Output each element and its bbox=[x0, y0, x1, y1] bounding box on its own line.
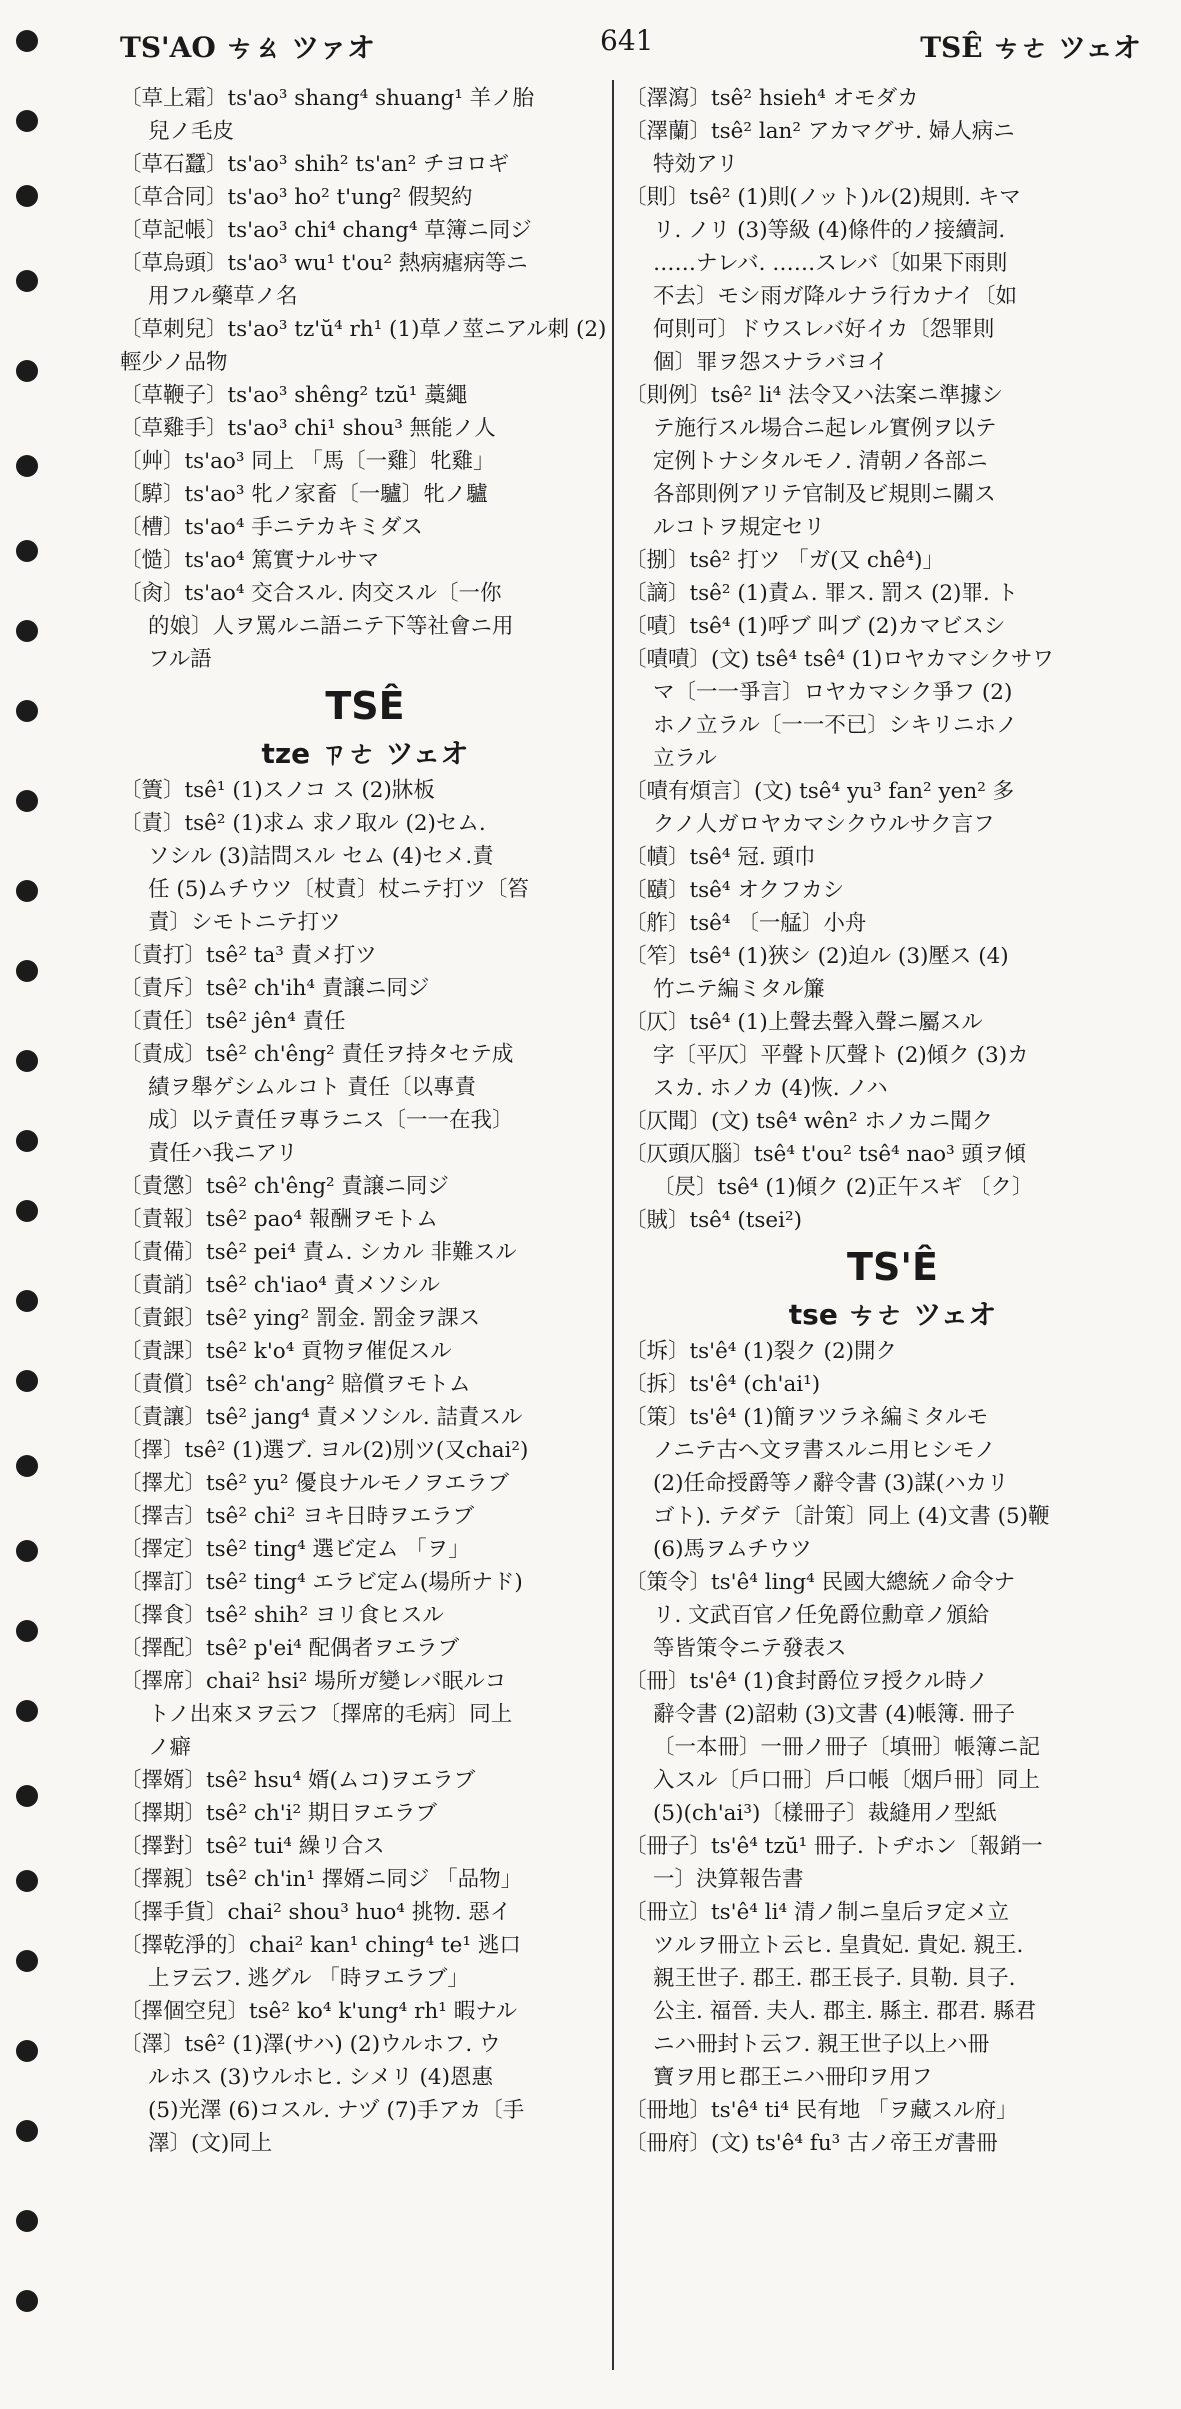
entry-continuation: フル語 bbox=[148, 647, 212, 672]
entry-headline: 〔嘖〕tsê⁴ (1)呼ブ 叫ブ (2)カマビスシ bbox=[625, 614, 1006, 639]
dictionary-entry bbox=[120, 1599, 610, 1632]
entry-continuation: 立ラル bbox=[653, 746, 717, 771]
dictionary-entry bbox=[120, 1401, 610, 1434]
binding-hole bbox=[16, 1200, 38, 1222]
entry-headline: 〔策〕ts'ê⁴ (1)簡ヲツラネ編ミタルモ bbox=[625, 1405, 989, 1430]
dictionary-entry bbox=[625, 907, 1160, 940]
binding-hole bbox=[16, 1700, 38, 1722]
entry-headline: 〔草烏頭〕ts'ao³ wu¹ t'ou² 熱病瘧病等ニ bbox=[120, 251, 528, 276]
left-column bbox=[120, 82, 610, 2392]
entry-continuation: ノ癖 bbox=[148, 1735, 192, 1760]
dictionary-entry bbox=[120, 1863, 610, 1896]
entry-headline: 〔澤蘭〕tsê² lan² アカマグサ. 婦人病ニ bbox=[625, 119, 1015, 144]
entry-headline: 〔擇席〕chai² hsi² 場所ガ變レバ眠ルコ bbox=[120, 1669, 507, 1694]
entry-headline: 〔擇吉〕tsê² chi² ヨキ日時ヲエラブ bbox=[120, 1504, 475, 1529]
entry-continuation: 上ヲ云フ. 逃グル 「時ヲエラブ」 bbox=[148, 1966, 469, 1991]
entry-headline: 〔擇婿〕tsê² hsu⁴ 婿(ムコ)ヲエラブ bbox=[120, 1768, 476, 1793]
binding-hole bbox=[16, 790, 38, 812]
dictionary-entry bbox=[120, 1764, 610, 1797]
dictionary-entry bbox=[120, 1005, 610, 1038]
entry-headline: 〔賾〕tsê⁴ オクフカシ bbox=[625, 878, 845, 903]
entry-continuation: 入スル〔戶口冊〕戶口帳〔烟戶冊〕同上 bbox=[653, 1768, 1041, 1793]
binding-hole bbox=[16, 1290, 38, 1312]
entry-continuation: (5)(ch'ai³)〔樣冊子〕裁縫用ノ型紙 bbox=[653, 1801, 997, 1826]
binding-hole bbox=[16, 620, 38, 642]
entry-continuation: 用フル藥草ノ名 bbox=[148, 284, 298, 309]
entry-continuation: 澤〕(文)同上 bbox=[148, 2131, 273, 2156]
dictionary-entry bbox=[120, 511, 610, 544]
entry-headline: 〔騲〕ts'ao³ 牝ノ家畜〔一驢〕牝ノ驢 bbox=[120, 482, 488, 507]
entry-continuation: (2)任命授爵等ノ辭令書 (3)謀(ハカリ bbox=[653, 1471, 1009, 1496]
dictionary-entry bbox=[120, 1368, 610, 1401]
entry-headline: 〔責讓〕tsê² jang⁴ 責メソシル. 詰責スル bbox=[120, 1405, 523, 1430]
binding-hole bbox=[16, 30, 38, 52]
entry-headline: 〔槽〕ts'ao⁴ 手ニテカキミダス bbox=[120, 515, 423, 540]
entry-headline: 〔草合同〕ts'ao³ ho² t'ung² 假契約 bbox=[120, 185, 473, 210]
entry-headline: 〔責成〕tsê² ch'êng² 責任ヲ持タセテ成 bbox=[120, 1042, 514, 1067]
dictionary-entry bbox=[120, 1830, 610, 1863]
entry-headline: 〔擇個空兒〕tsê² ko⁴ k'ung⁴ rh¹ 暇ナル bbox=[120, 1999, 518, 2024]
dictionary-entry bbox=[120, 1665, 610, 1764]
dictionary-entry bbox=[120, 82, 610, 148]
dictionary-entry bbox=[120, 313, 610, 379]
dictionary-entry bbox=[120, 247, 610, 313]
entry-headline: 〔艸〕ts'ao³ 同上 「馬〔一雞〕牝雞」 bbox=[120, 449, 495, 474]
entry-headline: 〔擇定〕tsê² ting⁴ 選ビ定ム 「ヲ」 bbox=[120, 1537, 470, 1562]
entry-headline: 〔擇期〕tsê² ch'i² 期日ヲエラブ bbox=[120, 1801, 437, 1826]
entry-continuation: (5)光澤 (6)コスル. ナヅ (7)手アカ〔手 bbox=[148, 2098, 525, 2123]
dictionary-entry bbox=[625, 1566, 1160, 1665]
entry-headline: 〔冊地〕ts'ê⁴ ti⁴ 民有地 「ヲ藏スル府」 bbox=[625, 2098, 1018, 2123]
entry-headline: 〔嘖有煩言〕(文) tsê⁴ yu³ fan² yen² 多 bbox=[625, 779, 1015, 804]
entry-headline: 〔擇食〕tsê² shih² ヨリ食ヒスル bbox=[120, 1603, 444, 1628]
entry-headline: 〔則例〕tsê² li⁴ 法令又ハ法案ニ準據シ bbox=[625, 383, 1004, 408]
entry-headline: 〔冊立〕ts'ê⁴ li⁴ 清ノ制ニ皇后ヲ定メ立 bbox=[625, 1900, 1009, 1925]
entry-continuation: ゴト). テダテ〔計策〕同上 (4)文書 (5)鞭 bbox=[653, 1504, 1050, 1529]
entry-headline: 〔責備〕tsê² pei⁴ 責ム. シカル 非難スル bbox=[120, 1240, 517, 1265]
dictionary-entry bbox=[120, 577, 610, 676]
entry-headline: 〔拆〕ts'ê⁴ (ch'ai¹) bbox=[625, 1372, 821, 1397]
dictionary-entry bbox=[120, 214, 610, 247]
entry-headline: 〔簀〕tsê¹ (1)スノコ ス (2)牀板 bbox=[120, 778, 435, 803]
entry-continuation: ルホス (3)ウルホヒ. シメリ (4)恩惠 bbox=[148, 2065, 493, 2090]
entry-headline: 〔肏〕ts'ao⁴ 交合スル. 肉交スル〔一你 bbox=[120, 581, 502, 606]
entry-headline: 〔賊〕tsê⁴ (tsei²) bbox=[625, 1208, 803, 1233]
entry-headline: 〔澤〕tsê² (1)澤(サハ) (2)ウルホフ. ウ bbox=[120, 2032, 501, 2057]
dictionary-entry bbox=[120, 1929, 610, 1995]
entry-headline: 〔捌〕tsê² 打ツ 「ガ(又 chê⁴)」 bbox=[625, 548, 945, 573]
entry-continuation: ホノ立ラル〔一一不已〕シキリニホノ bbox=[653, 713, 1018, 738]
dictionary-entry bbox=[625, 940, 1160, 1006]
entry-continuation: 各部則例アリテ官制及ビ規則ニ關ス bbox=[653, 482, 996, 507]
binding-hole bbox=[16, 1130, 38, 1152]
section-subheading: tse ㄘㄜ ツェオ bbox=[788, 1298, 997, 1331]
section-heading: TSÊ bbox=[325, 684, 405, 728]
dictionary-entry bbox=[625, 1665, 1160, 1830]
dictionary-entry bbox=[625, 1896, 1160, 2094]
binding-hole bbox=[16, 1455, 38, 1477]
binding-holes bbox=[0, 0, 60, 2409]
entry-headline: 〔責銀〕tsê² ying² 罰金. 罰金ヲ課ス bbox=[120, 1306, 481, 1331]
running-head-right: TSÊ ㄘㄜ ツェオ bbox=[920, 31, 1141, 64]
dictionary-entry bbox=[625, 544, 1160, 577]
entry-continuation: 竹ニテ編ミタル簾 bbox=[653, 977, 826, 1002]
entry-headline: 〔擇對〕tsê² tui⁴ 繰リ合ス bbox=[120, 1834, 385, 1859]
entry-headline: 〔責償〕tsê² ch'ang² 賠償ヲモトム bbox=[120, 1372, 471, 1397]
dictionary-entry bbox=[625, 1138, 1160, 1204]
entry-headline: 〔責打〕tsê² ta³ 責メ打ツ bbox=[120, 943, 377, 968]
entry-continuation: 公主. 福晉. 夫人. 郡主. 縣主. 郡君. 縣君 bbox=[653, 1999, 1037, 2024]
dictionary-entry bbox=[120, 939, 610, 972]
entry-headline: 〔慥〕ts'ao⁴ 篤實ナルサマ bbox=[120, 548, 380, 573]
entry-headline: 〔幘〕tsê⁴ 冠. 頭巾 bbox=[625, 845, 816, 870]
dictionary-entry bbox=[120, 1566, 610, 1599]
entry-headline: 〔擇〕tsê² (1)選ブ. ヨル(2)別ツ(又chai²) bbox=[120, 1438, 529, 1463]
section-heading: TS'Ê bbox=[847, 1245, 938, 1289]
entry-continuation: 親王世子. 郡王. 郡王長子. 貝勒. 貝子. bbox=[653, 1966, 1016, 1991]
entry-continuation: 的娘〕人ヲ罵ルニ語ニテ下等社會ニ用 bbox=[148, 614, 514, 639]
entry-headline: 〔草記帳〕ts'ao³ chi⁴ chang⁴ 草簿ニ同ジ bbox=[120, 218, 532, 243]
dictionary-entry bbox=[120, 1500, 610, 1533]
page-header bbox=[110, 18, 1141, 62]
entry-headline: 〔責斥〕tsê² ch'ih⁴ 責譲ニ同ジ bbox=[120, 976, 430, 1001]
entry-headline: 〔坼〕ts'ê⁴ (1)裂ク (2)開ク bbox=[625, 1339, 898, 1364]
entry-continuation: 何則可〕ドウスレバ好イカ〔怨罪則 bbox=[653, 317, 995, 342]
binding-hole bbox=[16, 110, 38, 132]
dictionary-entry bbox=[625, 2094, 1160, 2127]
entry-continuation: 個〕罪ヲ怨スナラバヨイ bbox=[653, 350, 889, 375]
dictionary-entry bbox=[120, 379, 610, 412]
entry-continuation: マ〔一一爭言〕ロヤカマシク爭フ (2) bbox=[653, 680, 1013, 705]
dictionary-entry bbox=[625, 1368, 1160, 1401]
dictionary-entry bbox=[625, 643, 1160, 775]
dictionary-entry bbox=[120, 1467, 610, 1500]
entry-continuation: トノ出來ヌヲ云フ〔擇席的毛病〕同上 bbox=[148, 1702, 513, 1727]
dictionary-entry bbox=[120, 1038, 610, 1170]
entry-continuation: 〔一本冊〕一冊ノ冊子〔填冊〕帳簿ニ記 bbox=[653, 1735, 1041, 1760]
binding-hole bbox=[16, 360, 38, 382]
dictionary-entry bbox=[120, 412, 610, 445]
entry-headline: 〔擇訂〕tsê² ting⁴ エラビ定ム(場所ナド) bbox=[120, 1570, 523, 1595]
binding-hole bbox=[16, 455, 38, 477]
dictionary-entry bbox=[120, 478, 610, 511]
dictionary-entry bbox=[120, 445, 610, 478]
dictionary-entry bbox=[625, 1006, 1160, 1105]
dictionary-entry bbox=[120, 148, 610, 181]
entry-continuation: ルコトヲ規定セリ bbox=[653, 515, 826, 540]
entry-continuation: クノ人ガロヤカマシクウルサク言フ bbox=[653, 812, 995, 837]
dictionary-entry bbox=[625, 1830, 1160, 1896]
binding-hole bbox=[16, 2040, 38, 2062]
entry-headline: 〔冊〕ts'ê⁴ (1)食封爵位ヲ授クル時ノ bbox=[625, 1669, 989, 1694]
binding-hole bbox=[16, 1620, 38, 1642]
entry-headline: 〔謫〕tsê² (1)責ム. 罪ス. 罰ス (2)罪. ト bbox=[625, 581, 1019, 606]
entry-continuation: 寶ヲ用ヒ郡王ニハ冊印ヲ用フ bbox=[653, 2065, 933, 2090]
entry-continuation: 特効アリ bbox=[653, 152, 739, 177]
binding-hole bbox=[16, 270, 38, 292]
dictionary-entry bbox=[625, 841, 1160, 874]
entry-headline: 〔草鞭子〕ts'ao³ shêng² tzŭ¹ 藁繩 bbox=[120, 383, 468, 408]
dictionary-entry bbox=[625, 610, 1160, 643]
dictionary-entry bbox=[120, 1302, 610, 1335]
entry-headline: 〔草雞手〕ts'ao³ chi¹ shou³ 無能ノ人 bbox=[120, 416, 496, 441]
entry-continuation: ニハ冊封ト云フ. 親王世子以上ハ冊 bbox=[653, 2032, 990, 2057]
binding-hole bbox=[16, 960, 38, 982]
dictionary-entry bbox=[625, 874, 1160, 907]
dictionary-entry bbox=[625, 1105, 1160, 1138]
dictionary-entry bbox=[120, 1170, 610, 1203]
entry-headline: 〔擇親〕tsê² ch'in¹ 擇婿ニ同ジ 「品物」 bbox=[120, 1867, 523, 1892]
entry-headline: 〔舴〕tsê⁴ 〔一艋〕小舟 bbox=[625, 911, 867, 936]
binding-hole bbox=[16, 1540, 38, 1562]
running-head-left: TS'AO ㄘㄠ ツァオ bbox=[120, 31, 375, 64]
binding-hole bbox=[16, 700, 38, 722]
entry-continuation: 責任ハ我ニアリ bbox=[148, 1141, 298, 1166]
binding-hole bbox=[16, 1870, 38, 1892]
binding-hole bbox=[16, 185, 38, 207]
entry-headline: 〔責任〕tsê² jên⁴ 責任 bbox=[120, 1009, 346, 1034]
binding-hole bbox=[16, 880, 38, 902]
entry-headline: 〔仄聞〕(文) tsê⁴ wên² ホノカニ聞ク bbox=[625, 1109, 994, 1134]
entry-headline: 〔草刺兒〕ts'ao³ tz'ŭ⁴ rh¹ (1)草ノ莖ニアル刺 (2)輕少ノ品物 bbox=[120, 317, 607, 375]
binding-hole bbox=[16, 2210, 38, 2232]
dictionary-entry bbox=[120, 1797, 610, 1830]
dictionary-entry bbox=[625, 379, 1160, 544]
entry-headline: 〔擇配〕tsê² p'ei⁴ 配偶者ヲエラブ bbox=[120, 1636, 460, 1661]
binding-hole bbox=[16, 1370, 38, 1392]
entry-continuation: 成〕以テ責任ヲ專ラニス〔一一在我〕 bbox=[148, 1108, 514, 1133]
entry-continuation: 定例トナシタルモノ. 清朝ノ各部ニ bbox=[653, 449, 988, 474]
dictionary-entry bbox=[120, 1434, 610, 1467]
dictionary-entry bbox=[625, 577, 1160, 610]
entry-continuation: 等皆策令ニテ發表ス bbox=[653, 1636, 847, 1661]
dictionary-entry bbox=[625, 1335, 1160, 1368]
entry-continuation: 責〕シモトニテ打ツ bbox=[148, 910, 341, 935]
entry-headline: 〔擇尤〕tsê² yu² 優良ナルモノヲエラブ bbox=[120, 1471, 510, 1496]
entry-continuation: ツルヲ冊立ト云ヒ. 皇貴妃. 貴妃. 親王. bbox=[653, 1933, 1024, 1958]
entry-continuation: ソシル (3)詰問スル セム (4)セメ.責 bbox=[148, 844, 494, 869]
binding-hole bbox=[16, 1050, 38, 1072]
right-column bbox=[625, 82, 1160, 2392]
entry-continuation: 任 (5)ムチウツ〔杖責〕杖ニテ打ツ〔笞 bbox=[148, 877, 529, 902]
entry-continuation: 一〕決算報告書 bbox=[653, 1867, 804, 1892]
dictionary-entry bbox=[120, 1995, 610, 2028]
entry-continuation: 績ヲ舉ゲシムルコト 責任〔以專責 bbox=[148, 1075, 477, 1100]
dictionary-entry bbox=[120, 2028, 610, 2160]
binding-hole bbox=[16, 2290, 38, 2312]
dictionary-entry bbox=[120, 807, 610, 939]
entry-headline: 〔冊府〕(文) ts'ê⁴ fu³ 古ノ帝王ガ書冊 bbox=[625, 2131, 998, 2156]
entry-continuation: リ. ノリ (3)等級 (4)條件的ノ接續詞. bbox=[653, 218, 1006, 243]
dictionary-entry bbox=[120, 1533, 610, 1566]
dictionary-entry bbox=[120, 1896, 610, 1929]
dictionary-entry bbox=[120, 1236, 610, 1269]
entry-headline: 〔澤瀉〕tsê² hsieh⁴ オモダカ bbox=[625, 86, 919, 111]
dictionary-entry bbox=[120, 1203, 610, 1236]
entry-headline: 〔草上霜〕ts'ao³ shang⁴ shuang¹ 羊ノ胎 bbox=[120, 86, 535, 111]
entry-headline: 〔草石蠶〕ts'ao³ shih² ts'an² チヨロギ bbox=[120, 152, 510, 177]
dictionary-entry bbox=[625, 82, 1160, 115]
entry-headline: 〔策令〕ts'ê⁴ ling⁴ 民國大總統ノ命令ナ bbox=[625, 1570, 1016, 1595]
dictionary-entry bbox=[625, 181, 1160, 379]
entry-headline: 〔責報〕tsê² pao⁴ 報酬ヲモトム bbox=[120, 1207, 438, 1232]
entry-headline: 〔責課〕tsê² k'o⁴ 貢物ヲ催促スル bbox=[120, 1339, 452, 1364]
dictionary-entry bbox=[120, 544, 610, 577]
binding-hole bbox=[16, 1785, 38, 1807]
entry-headline: 〔擇手貨〕chai² shou³ huo⁴ 挑物. 惡イ bbox=[120, 1900, 512, 1925]
dictionary-entry bbox=[625, 2127, 1160, 2160]
dictionary-entry bbox=[625, 1204, 1160, 1237]
page-number: 641 bbox=[600, 24, 654, 57]
entry-continuation: リ. 文武百官ノ任免爵位勳章ノ頒給 bbox=[653, 1603, 990, 1628]
entry-continuation: 〔昃〕tsê⁴ (1)傾ク (2)正午スギ 〔ク〕 bbox=[653, 1175, 1034, 1200]
section-subheading: tze ㄗㄜ ツェオ bbox=[261, 737, 469, 770]
dictionary-entry bbox=[625, 775, 1160, 841]
entry-continuation: 兒ノ毛皮 bbox=[148, 119, 235, 144]
entry-continuation: 字〔平仄〕平聲ト仄聲ト (2)傾ク (3)カ bbox=[653, 1043, 1029, 1068]
entry-continuation: (6)馬ヲムチウツ bbox=[653, 1537, 812, 1562]
entry-headline: 〔嘖嘖〕(文) tsê⁴ tsê⁴ (1)ロヤカマシクサワ bbox=[625, 647, 1054, 672]
entry-continuation: ノニテ古ヘ文ヲ書スルニ用ヒシモノ bbox=[653, 1438, 996, 1463]
entry-continuation: 辭令書 (2)詔勅 (3)文書 (4)帳簿. 冊子 bbox=[653, 1702, 1016, 1727]
entry-continuation: テ施行スル場合ニ起レル實例ヲ以テ bbox=[653, 416, 997, 441]
entry-headline: 〔仄〕tsê⁴ (1)上聲去聲入聲ニ屬スル bbox=[625, 1010, 983, 1035]
dictionary-entry bbox=[120, 972, 610, 1005]
dictionary-entry bbox=[625, 1401, 1160, 1566]
binding-hole bbox=[16, 540, 38, 562]
dictionary-entry bbox=[120, 1335, 610, 1368]
dictionary-entry bbox=[120, 1269, 610, 1302]
column-divider bbox=[612, 80, 614, 2370]
entry-continuation: スカ. ホノカ (4)恢. ノハ bbox=[653, 1076, 888, 1101]
dictionary-entry bbox=[120, 181, 610, 214]
entry-continuation: ……ナレバ. ……スレバ〔如果下雨則 bbox=[653, 251, 1008, 276]
entry-headline: 〔笮〕tsê⁴ (1)狹シ (2)迫ル (3)壓ス (4) bbox=[625, 944, 1009, 969]
dictionary-entry bbox=[120, 1632, 610, 1665]
entry-headline: 〔責誚〕tsê² ch'iao⁴ 責メソシル bbox=[120, 1273, 441, 1298]
dictionary-entry bbox=[625, 115, 1160, 181]
binding-hole bbox=[16, 1950, 38, 1972]
entry-headline: 〔責懲〕tsê² ch'êng² 責譲ニ同ジ bbox=[120, 1174, 449, 1199]
entry-headline: 〔則〕tsê² (1)則(ノット)ル(2)規則. キマ bbox=[625, 185, 1021, 210]
binding-hole bbox=[16, 2120, 38, 2142]
entry-headline: 〔擇乾淨的〕chai² kan¹ ching⁴ te¹ 逃口 bbox=[120, 1933, 521, 1958]
entry-headline: 〔仄頭仄腦〕tsê⁴ t'ou² tsê⁴ nao³ 頭ヲ傾 bbox=[625, 1142, 1027, 1167]
entry-continuation: 不去〕モシ雨ガ降ルナラ行カナイ〔如 bbox=[653, 284, 1017, 309]
entry-headline: 〔冊子〕ts'ê⁴ tzŭ¹ 冊子. トヂホン〔報銷一 bbox=[625, 1834, 1043, 1859]
dictionary-entry bbox=[120, 774, 610, 807]
entry-headline: 〔責〕tsê² (1)求ム 求ノ取ル (2)セム. bbox=[120, 811, 486, 836]
